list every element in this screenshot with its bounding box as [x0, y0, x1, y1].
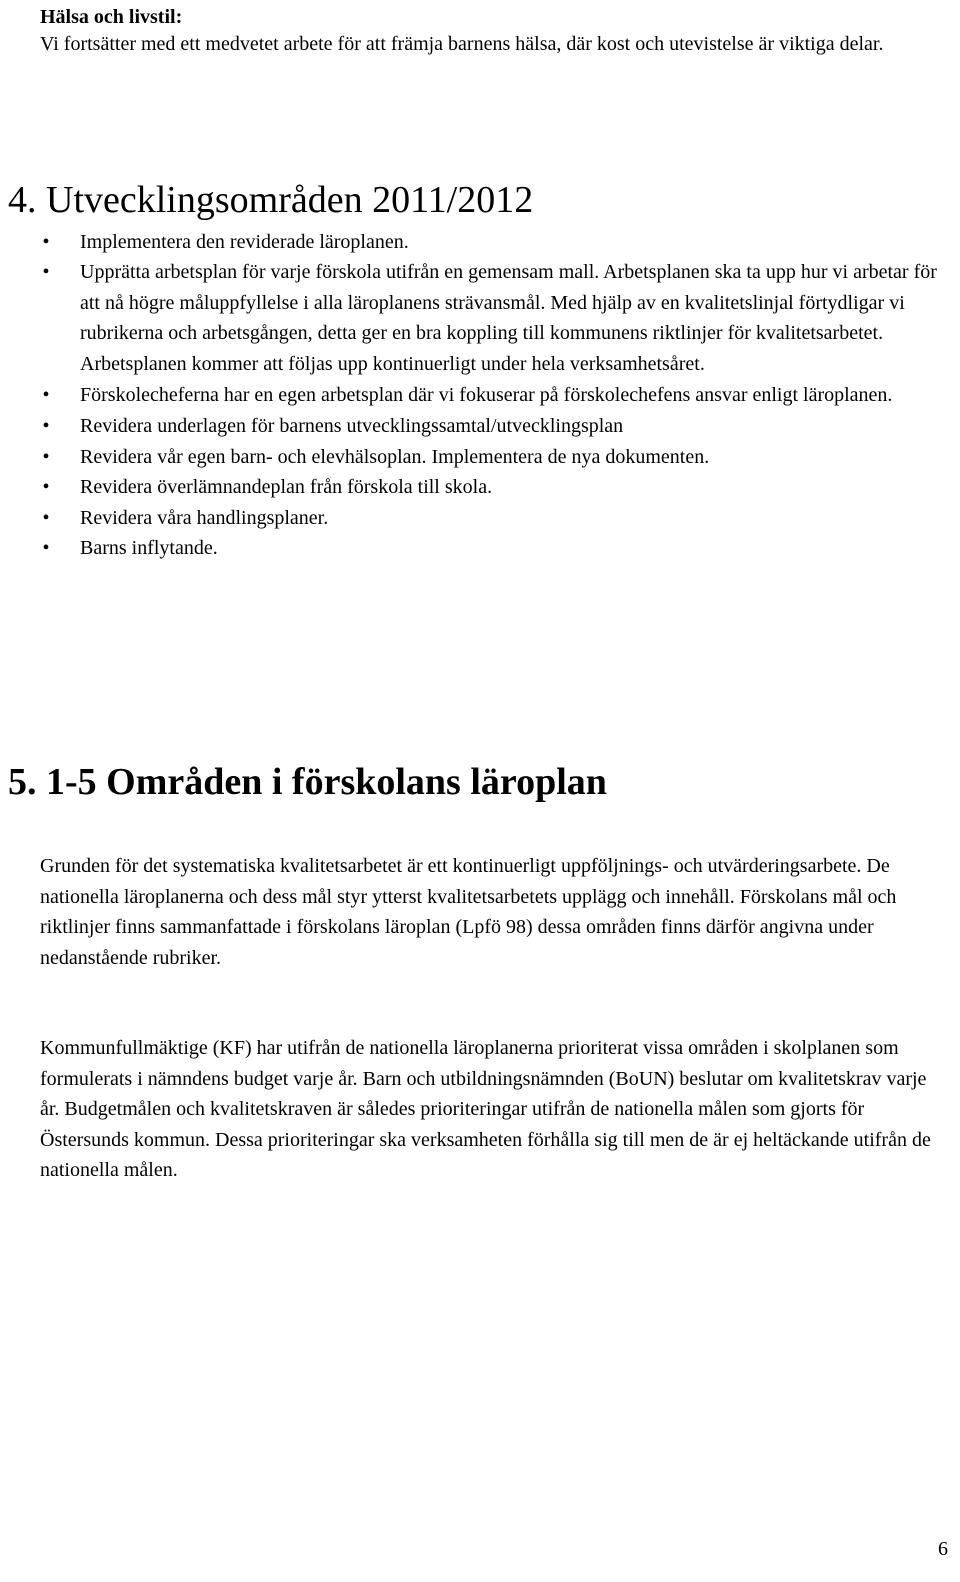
- list-item-text: Revidera överlämnandeplan från förskola till skola.: [80, 476, 493, 499]
- document-page: [8, 0, 952, 1582]
- page-number: 6: [938, 1538, 948, 1560]
- list-item-text: Förskolecheferna har en egen arbetsplan där vi fokuserar på förskolechefens ansvar enligt läroplanen.: [80, 384, 893, 407]
- bullet-icon: •: [42, 476, 50, 499]
- curriculum-paragraph-1: Grunden för det systematiska kvalitetsarbetet är ett kontinuerligt uppföljnings- och utvärderingsarbete. De nationella läroplanerna och dess mål styr ytterst kvalitetsarbetets upplägg och innehåll. Förskolans mål och riktlinjer finns sammanfattade i förskolans läroplan (Lpfö 98) dessa områden finns därför angivna under nedanstående rubriker.: [40, 855, 897, 969]
- health-lifestyle-paragraph: Vi fortsätter med ett medvetet arbete för att främja barnens hälsa, där kost och utevistelse är viktiga delar.: [40, 33, 884, 55]
- bullet-icon: •: [42, 231, 50, 253]
- section-5-heading: 5. 1-5 Områden i förskolans läroplan: [8, 761, 607, 803]
- health-lifestyle-heading: Hälsa och livstil:: [40, 6, 183, 28]
- bullet-icon: •: [42, 261, 50, 284]
- list-item-text: Barns inflytande.: [80, 537, 218, 560]
- bullet-icon: •: [42, 445, 50, 468]
- list-item: [40, 227, 952, 257]
- list-item: [40, 533, 952, 563]
- list-item: [40, 380, 952, 410]
- list-item: [40, 472, 952, 502]
- bullet-icon: •: [42, 537, 50, 560]
- list-item: [40, 503, 952, 533]
- development-areas-list: [40, 227, 952, 563]
- list-item-text: Revidera vår egen barn- och elevhälsoplan. Implementera de nya dokumenten.: [80, 445, 710, 468]
- list-item: [40, 411, 952, 441]
- bullet-icon: •: [42, 415, 50, 438]
- list-item: [40, 257, 952, 379]
- list-item-text: Upprätta arbetsplan för varje förskola utifrån en gemensam mall. Arbetsplanen ska ta upp hur vi arbetar för att nå högre måluppfyllelse i alla läroplanens strävansmål. Med hjälp av en kvalitetslinjal förtydligar vi rubrikerna och arbetsgången, detta ger en bra koppling till kommunens riktlinjer för kvalitetsarbetet. Arbetsplanen kommer att följas upp kontinuerligt under hela verksamhetsåret.: [80, 261, 937, 375]
- list-item-text: Revidera våra handlingsplaner.: [80, 506, 329, 529]
- list-item: [40, 442, 952, 472]
- curriculum-paragraph-2: Kommunfullmäktige (KF) har utifrån de nationella läroplanerna prioriterat vissa områden i skolplanen som formulerats i nämndens budget varje år. Barn och utbildningsnämnden (BoUN) beslutar om kvalitetskrav varje år. Budgetmålen och kvalitetskraven är således prioriteringar utifrån de nationella målen som gjorts för Östersunds kommun. Dessa prioriteringar ska verksamheten förhålla sig till men de är ej heltäckande utifrån de nationella målen.: [40, 1037, 931, 1181]
- bullet-icon: •: [42, 506, 50, 529]
- list-item-text: Revidera underlagen för barnens utvecklingssamtal/utvecklingsplan: [80, 415, 624, 438]
- list-item-text: Implementera den reviderade läroplanen.: [80, 231, 409, 253]
- section-4-heading: 4. Utvecklingsområden 2011/2012: [8, 179, 534, 221]
- bullet-icon: •: [42, 384, 50, 407]
